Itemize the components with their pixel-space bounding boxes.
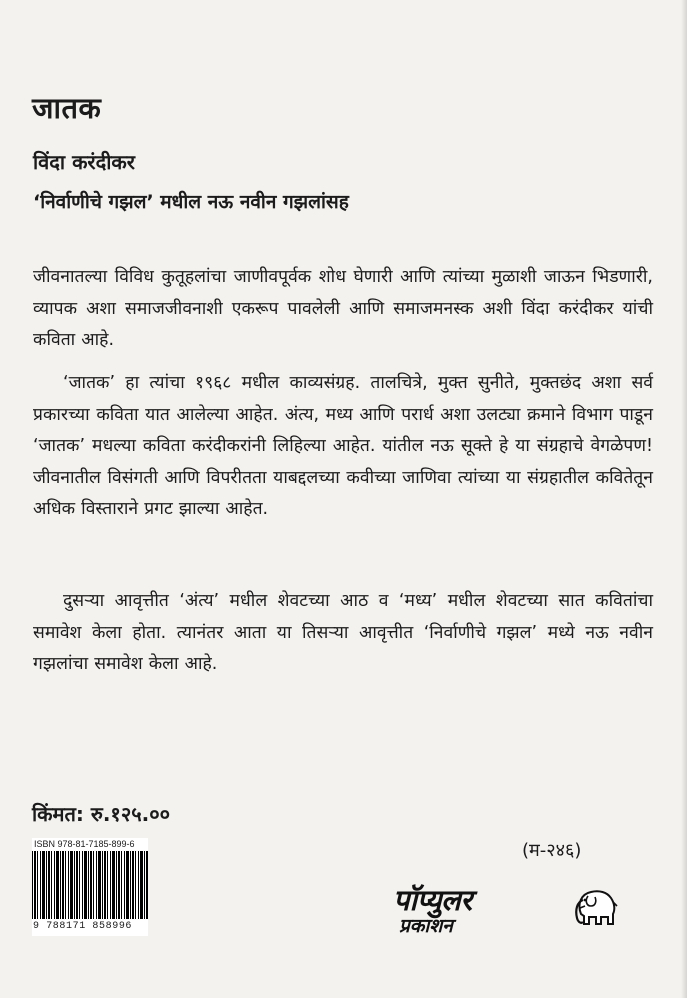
description-paragraph-3: दुसऱ्या आवृत्तीत ‘अंत्य’ मधील शेवटच्या आठ व ‘मध्य’ मधील शेवटच्या सात कवितांचा समावेश केला होता. त्यानंतर आता या तिसऱ्या आवृत्तीत ‘निर्वाणीचे गझल’ मध्ये नऊ नवीन गझलांचा समावेश केला आहे.: [33, 591, 653, 674]
book-author: विंदा करंदीकर: [33, 150, 135, 174]
price-label: किंमत: रु.१२५.००: [32, 802, 171, 826]
isbn-text: ISBN 978-81-7185-899-6: [34, 839, 135, 849]
page-edge-shadow: [681, 0, 687, 998]
publisher-logo: [393, 880, 623, 940]
book-title: जातक: [32, 91, 102, 125]
book-subtitle: ‘निर्वाणीचे गझल’ मधील नऊ नवीन गझलांसह: [33, 191, 349, 213]
publisher-name-line1: पॉप्युलर: [393, 883, 472, 917]
barcode-digits: 9 788171 858996: [33, 921, 133, 932]
elephant-icon: [571, 884, 619, 928]
catalog-code: (म-२४६): [522, 840, 582, 861]
description-paragraph-1: जीवनातल्या विविध कुतूहलांचा जाणीवपूर्वक शोध घेणारी आणि त्यांच्या मुळाशी जाऊन भिडणारी, व्यापक अशा समाजजीवनाशी एकरूप पावलेली आणि समाजमनस्क अशी विंदा करंदीकर यांची कविता आहे.: [33, 267, 653, 350]
publisher-name-line2: प्रकाशन: [399, 915, 453, 937]
barcode-bars: [32, 851, 148, 919]
description-paragraph-2: ‘जातक’ हा त्यांचा १९६८ मधील काव्यसंग्रह. तालचित्रे, मुक्त सुनीते, मुक्तछंद अशा सर्व प्रकारच्या कविता यात आलेल्या आहेत. अंत्य, मध्य आणि परार्ध अशा उलट्या क्रमाने विभाग पाडून ‘जातक’ मधल्या कविता करंदीकरांनी लिहिल्या आहेत. यांतील नऊ सूक्ते हे या संग्रहाचे वेगळेपण! जीवनातील विसंगती आणि विपरीतता याबद्दलच्या कवीच्या जाणिवा त्यांच्या या संग्रहातील कवितेतून अधिक विस्ताराने प्रगट झाल्या आहेत.: [33, 373, 653, 519]
isbn-barcode: [32, 838, 148, 936]
